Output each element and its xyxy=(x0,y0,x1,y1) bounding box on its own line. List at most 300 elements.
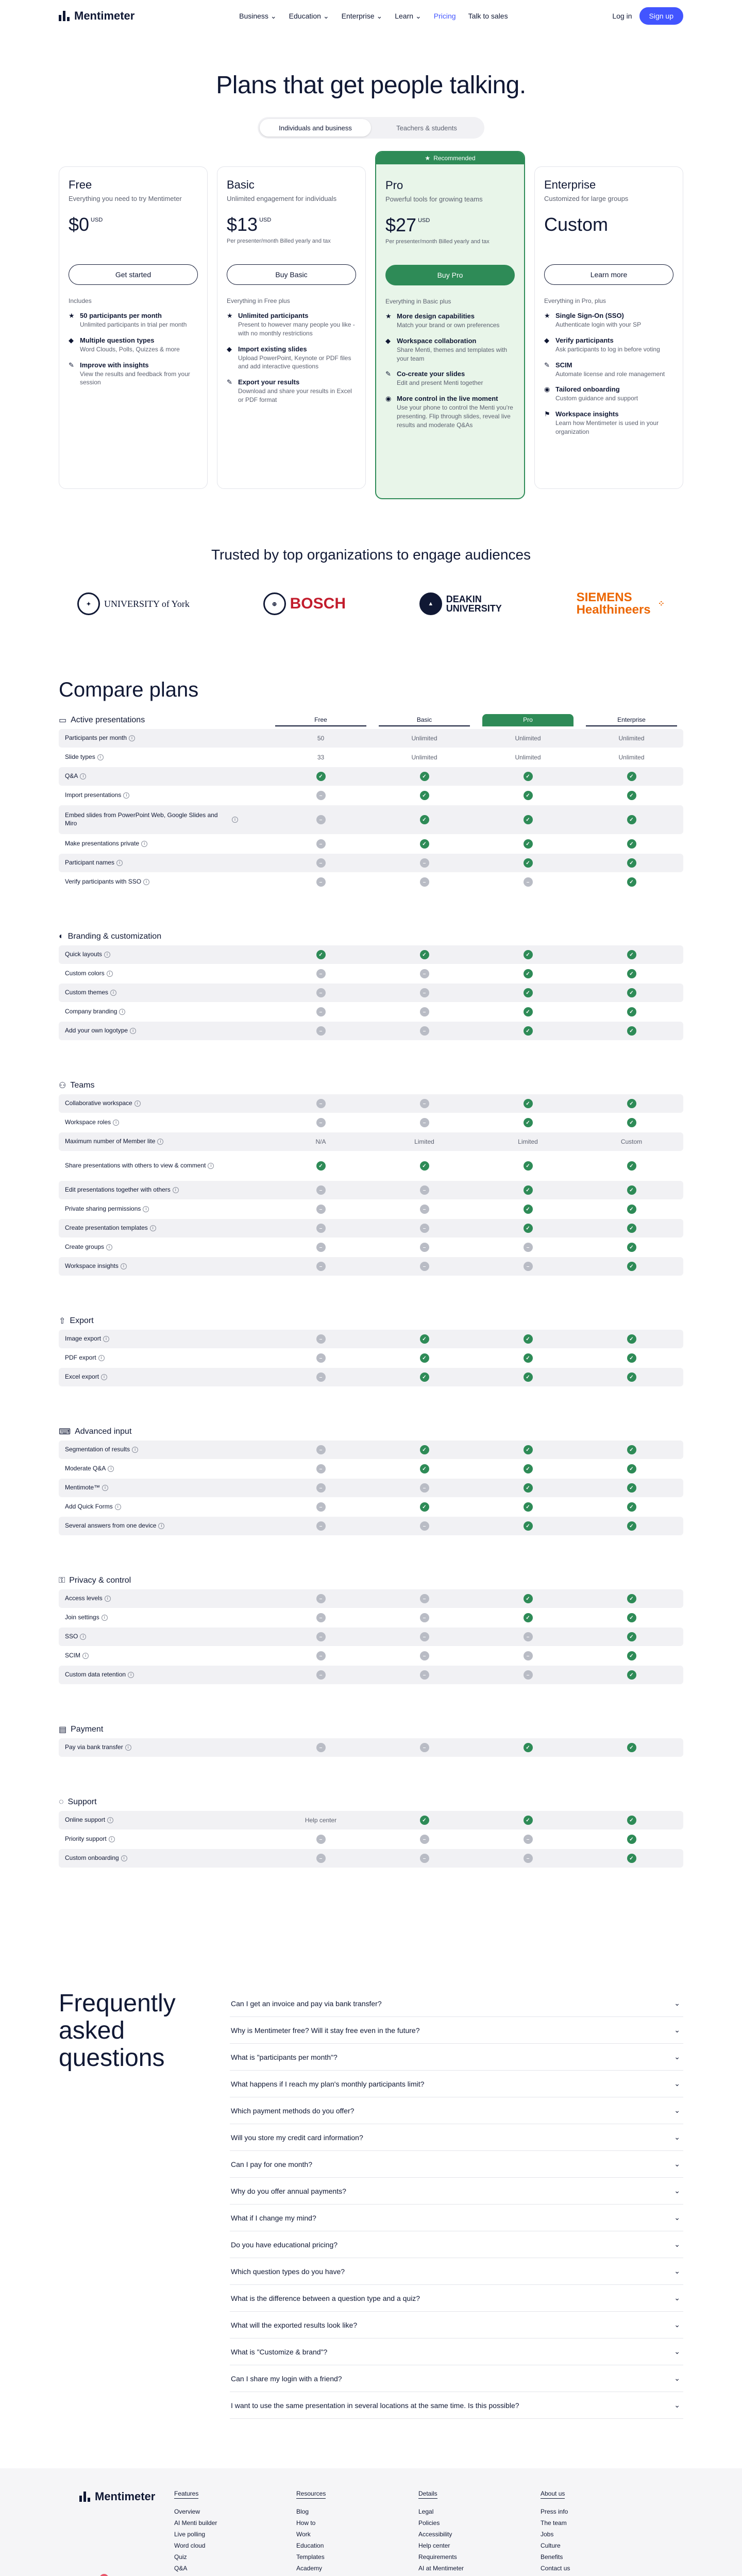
table-cell xyxy=(373,1224,476,1233)
footer-link[interactable]: Templates xyxy=(296,2553,325,2561)
minus-icon: – xyxy=(316,1743,326,1752)
price-amount: Custom xyxy=(544,214,609,235)
chevron-down-icon: ⌄ xyxy=(674,2106,680,2114)
nav-enterprise[interactable]: Enterprise ⌄ xyxy=(341,11,383,20)
minus-icon: – xyxy=(420,1632,429,1641)
feature-description: Present to however many people you like - with no monthly restrictions xyxy=(238,321,355,337)
footer-link[interactable]: Work xyxy=(296,2531,311,2538)
top-nav xyxy=(0,0,742,32)
table-cell xyxy=(269,1502,373,1512)
table-cell xyxy=(580,839,683,849)
table-row xyxy=(59,1151,683,1180)
footer-link[interactable]: Overview xyxy=(174,2508,200,2515)
footer-link[interactable]: Accessibility xyxy=(418,2531,452,2538)
feature-text xyxy=(397,312,499,330)
info-icon[interactable]: i xyxy=(107,971,113,977)
footer-link[interactable]: Requirements xyxy=(418,2553,457,2561)
check-icon: ✓ xyxy=(524,1464,533,1473)
check-icon: ✓ xyxy=(420,950,429,959)
table-cell xyxy=(269,1445,373,1454)
logo-bosch: ⊕ BOSCH xyxy=(263,592,346,615)
nav-education[interactable]: Education ⌄ xyxy=(289,11,329,20)
section-title-text: Payment xyxy=(71,1725,104,1734)
check-icon: ✓ xyxy=(627,1632,636,1641)
footer-link[interactable]: Live polling xyxy=(174,2531,206,2538)
info-icon[interactable]: i xyxy=(80,773,86,779)
check-icon: ✓ xyxy=(524,858,533,868)
feature-name xyxy=(59,1008,269,1016)
info-icon[interactable]: i xyxy=(119,1009,125,1015)
info-icon[interactable]: i xyxy=(102,1615,108,1621)
footer-link[interactable]: Contact us xyxy=(541,2565,570,2572)
faq-question: What is "Customize & brand"? xyxy=(231,2347,328,2356)
check-icon: ✓ xyxy=(420,815,429,824)
info-icon[interactable]: i xyxy=(134,1100,141,1107)
table-cell xyxy=(476,1007,580,1016)
feature-text xyxy=(555,312,641,329)
price-currency: USD xyxy=(91,217,103,223)
check-icon: ✓ xyxy=(627,1854,636,1863)
table-cell xyxy=(373,1007,476,1016)
footer-link[interactable]: The team xyxy=(541,2519,567,2527)
info-icon[interactable]: i xyxy=(98,1355,105,1361)
minus-icon: – xyxy=(316,1670,326,1680)
feature-name-text: Access levels xyxy=(65,1595,103,1602)
feature-description: Learn how Mentimeter is used in your organization xyxy=(555,419,659,435)
table-cell xyxy=(580,1502,683,1512)
minus-icon: – xyxy=(316,1502,326,1512)
feature-description: Use your phone to control the Menti you're presenting. Flip through slides, reveal live results and moderate Q&As xyxy=(397,404,513,429)
minus-icon: – xyxy=(524,1651,533,1660)
table-row xyxy=(59,1589,683,1608)
table-row xyxy=(59,1811,683,1829)
feature-name xyxy=(59,859,269,867)
table-cell xyxy=(373,1835,476,1844)
info-icon[interactable]: i xyxy=(106,1244,112,1250)
minus-icon: – xyxy=(316,1854,326,1863)
table-cell xyxy=(580,877,683,887)
table-cell xyxy=(580,1205,683,1214)
section-title xyxy=(59,1077,683,1094)
faq-item[interactable] xyxy=(230,2205,683,2231)
footer-logo[interactable]: Mentimeter xyxy=(79,2490,174,2503)
feature-name-text: Participant names xyxy=(65,859,115,867)
check-icon: ✓ xyxy=(627,1099,636,1108)
info-icon[interactable]: i xyxy=(115,1504,121,1510)
feature-icon: ◆ xyxy=(227,345,232,353)
logo-siemens-healthineers: SIEMENS Healthineers ⁘ xyxy=(576,590,665,617)
check-icon: ✓ xyxy=(524,1594,533,1603)
feature-name-text: Add Quick Forms xyxy=(65,1503,113,1511)
plan-cta-button[interactable]: Buy Pro xyxy=(385,265,515,285)
check-icon: ✓ xyxy=(420,772,429,781)
chevron-down-icon: ⌄ xyxy=(674,2320,680,2329)
nav-pricing[interactable]: Pricing xyxy=(433,12,456,20)
table-cell xyxy=(373,1445,476,1454)
footer-link[interactable]: Academy xyxy=(296,2565,323,2572)
info-icon[interactable]: i xyxy=(150,1225,156,1231)
table-cell xyxy=(373,950,476,959)
table-cell xyxy=(580,772,683,781)
table-cell xyxy=(580,988,683,997)
crest-icon: ✦ xyxy=(77,592,100,615)
table-row xyxy=(59,1219,683,1238)
table-cell xyxy=(373,1521,476,1531)
feature-name xyxy=(59,970,269,978)
table-cell xyxy=(476,1483,580,1493)
column-tab[interactable]: Enterprise xyxy=(586,714,677,726)
nav-business[interactable]: Business ⌄ xyxy=(239,11,277,20)
footer-link[interactable]: Education xyxy=(296,2542,324,2549)
check-icon: ✓ xyxy=(524,1185,533,1195)
info-icon[interactable]: i xyxy=(116,860,123,866)
info-icon[interactable]: i xyxy=(113,1120,119,1126)
feature-name-text: Online support xyxy=(65,1816,106,1824)
plan-cta-button[interactable]: Buy Basic xyxy=(227,264,356,285)
table-cell xyxy=(476,1353,580,1363)
info-icon[interactable]: i xyxy=(141,841,147,847)
check-icon: ✓ xyxy=(627,1445,636,1454)
table-cell xyxy=(580,1521,683,1531)
info-icon[interactable]: i xyxy=(132,1447,138,1453)
check-icon: ✓ xyxy=(524,1026,533,1036)
info-icon[interactable]: i xyxy=(121,1855,127,1861)
info-icon[interactable]: i xyxy=(123,792,129,799)
check-icon: ✓ xyxy=(627,1743,636,1752)
feature-icon: ✎ xyxy=(69,361,74,369)
table-cell xyxy=(580,1026,683,1036)
footer-column-title: Features xyxy=(174,2490,198,2499)
table-cell xyxy=(269,1372,373,1382)
feature-description: Automate license and role management xyxy=(555,370,665,378)
includes-label: Everything in Basic plus xyxy=(385,298,451,305)
table-row xyxy=(59,1094,683,1113)
footer-link[interactable]: Blog xyxy=(296,2508,309,2515)
footer-column-title: About us xyxy=(541,2490,565,2499)
table-cell xyxy=(269,1464,373,1473)
check-icon: ✓ xyxy=(420,1334,429,1344)
table-row xyxy=(59,748,683,767)
table-cell xyxy=(373,988,476,997)
feature-name xyxy=(59,1595,269,1603)
check-icon: ✓ xyxy=(316,772,326,781)
customer-logos xyxy=(77,586,665,622)
table-cell xyxy=(373,1651,476,1660)
info-icon[interactable]: i xyxy=(102,1485,108,1491)
table-cell xyxy=(269,1099,373,1108)
feature-name-text: Mentimote™ xyxy=(65,1484,100,1492)
nav-talk-to-sales[interactable]: Talk to sales xyxy=(468,12,508,20)
section-title-text: Support xyxy=(68,1798,97,1806)
faq-item[interactable] xyxy=(230,2338,683,2365)
plan-feature xyxy=(69,361,198,387)
table-cell xyxy=(580,1353,683,1363)
plan-feature xyxy=(385,312,515,330)
table-cell xyxy=(373,1816,476,1825)
minus-icon: – xyxy=(316,877,326,887)
chevron-down-icon: ⌄ xyxy=(674,2213,680,2222)
table-cell xyxy=(580,1007,683,1016)
toggle-individuals[interactable]: Individuals and business xyxy=(260,119,371,137)
table-cell xyxy=(580,1854,683,1863)
feature-title: Unlimited participants xyxy=(238,312,309,319)
faq-item[interactable] xyxy=(230,2071,683,2097)
table-cell xyxy=(269,1670,373,1680)
faq-item[interactable] xyxy=(230,2097,683,2124)
dots-icon: ⁘ xyxy=(657,600,665,608)
table-cell xyxy=(373,735,476,742)
minus-icon: – xyxy=(420,1118,429,1127)
feature-description: Ask participants to log in before voting xyxy=(555,345,660,353)
cell-value: Unlimited xyxy=(411,735,437,742)
table-cell xyxy=(476,950,580,959)
feature-title: Verify participants xyxy=(555,336,614,344)
price-amount: $27 xyxy=(385,214,417,235)
table-cell xyxy=(476,858,580,868)
faq-question: Can I get an invoice and pay via bank transfer? xyxy=(231,1999,382,2008)
cell-value: Limited xyxy=(518,1138,538,1145)
info-icon[interactable]: i xyxy=(129,735,135,741)
feature-name xyxy=(59,1224,269,1232)
check-icon: ✓ xyxy=(524,1334,533,1344)
table-row xyxy=(59,1022,683,1040)
plan-cta-button[interactable]: Get started xyxy=(69,264,198,285)
faq-item[interactable] xyxy=(230,2231,683,2258)
section-title xyxy=(59,1721,683,1738)
check-icon: ✓ xyxy=(627,1243,636,1252)
footer-link[interactable]: Benefits xyxy=(541,2553,563,2561)
footer-link[interactable]: Legal xyxy=(418,2508,434,2515)
info-icon[interactable]: i xyxy=(110,990,116,996)
faq-item[interactable] xyxy=(230,2017,683,2044)
feature-name-text: Custom colors xyxy=(65,970,105,977)
feature-name xyxy=(59,1835,269,1843)
footer-link[interactable]: Policies xyxy=(418,2519,440,2527)
info-icon[interactable]: i xyxy=(173,1187,179,1193)
footer-link[interactable]: Word cloud xyxy=(174,2542,206,2549)
minus-icon: – xyxy=(316,969,326,978)
feature-icon: ★ xyxy=(69,312,75,319)
minus-icon: – xyxy=(420,1835,429,1844)
table-row xyxy=(59,1628,683,1646)
table-cell xyxy=(580,1118,683,1127)
feature-title: Improve with insights xyxy=(80,361,149,369)
feature-text xyxy=(555,361,665,379)
footer-link[interactable]: Jobs xyxy=(541,2531,554,2538)
cell-value: Unlimited xyxy=(515,754,541,761)
table-row xyxy=(59,1238,683,1257)
footer-column-resources xyxy=(296,2490,418,2576)
plan-price xyxy=(227,214,356,235)
feature-text xyxy=(555,336,660,354)
feature-text xyxy=(397,395,515,429)
info-icon[interactable]: i xyxy=(105,1596,111,1602)
section-title xyxy=(59,1794,683,1810)
footer-link[interactable]: AI at Mentimeter xyxy=(418,2565,464,2572)
recommended-badge xyxy=(376,152,524,164)
toggle-teachers[interactable]: Teachers & students xyxy=(396,124,457,132)
feature-title: Multiple question types xyxy=(80,336,155,344)
nav-actions xyxy=(612,7,683,25)
minus-icon: – xyxy=(420,1670,429,1680)
table-cell xyxy=(580,1243,683,1252)
feature-text xyxy=(238,378,356,404)
footer-link[interactable]: Quiz xyxy=(174,2553,187,2561)
nav-learn[interactable]: Learn ⌄ xyxy=(395,11,421,20)
faq-item[interactable] xyxy=(230,2365,683,2392)
signup-button[interactable]: Sign up xyxy=(639,7,683,25)
price-note: Per presenter/month Billed yearly and tax xyxy=(227,238,331,244)
feature-name xyxy=(59,1262,269,1270)
check-icon: ✓ xyxy=(627,839,636,849)
footer-link[interactable]: Press info xyxy=(541,2508,568,2515)
faq-item[interactable] xyxy=(230,1990,683,2017)
faq-item[interactable] xyxy=(230,2151,683,2178)
table-cell xyxy=(476,1118,580,1127)
feature-name xyxy=(59,1243,269,1251)
price-amount: $13 xyxy=(227,214,258,235)
column-tab[interactable]: Free xyxy=(275,714,366,726)
table-cell xyxy=(580,1138,683,1145)
plan-card-free xyxy=(59,166,208,489)
table-cell xyxy=(476,1651,580,1660)
table-cell xyxy=(269,1483,373,1493)
info-icon[interactable]: i xyxy=(232,817,238,823)
info-icon[interactable]: i xyxy=(128,1672,134,1678)
table-cell xyxy=(476,1445,580,1454)
plan-feature xyxy=(69,336,198,354)
table-row xyxy=(59,1181,683,1199)
table-cell xyxy=(476,1613,580,1622)
footer-column-features xyxy=(174,2490,296,2576)
faq-item[interactable] xyxy=(230,2044,683,2071)
check-icon: ✓ xyxy=(627,1613,636,1622)
faq-item[interactable] xyxy=(230,2178,683,2205)
info-icon[interactable]: i xyxy=(208,1163,214,1169)
info-icon[interactable]: i xyxy=(101,1374,107,1380)
section-title xyxy=(59,1313,683,1329)
table-cell xyxy=(269,1594,373,1603)
footer-link[interactable]: Culture xyxy=(541,2542,561,2549)
info-icon[interactable]: i xyxy=(108,1466,114,1472)
footer-link[interactable]: AI Menti builder xyxy=(174,2519,217,2527)
check-icon: ✓ xyxy=(420,839,429,849)
table-cell xyxy=(269,1138,373,1145)
feature-text xyxy=(80,312,187,329)
table-cell xyxy=(269,1613,373,1622)
feature-name xyxy=(59,1816,269,1824)
faq-list xyxy=(230,1990,683,2419)
feature-name xyxy=(59,791,269,800)
column-tab[interactable]: Pro xyxy=(482,714,574,726)
footer-link[interactable]: Q&A xyxy=(174,2565,188,2572)
table-cell xyxy=(373,1854,476,1863)
minus-icon: – xyxy=(420,1521,429,1531)
info-icon[interactable]: i xyxy=(158,1523,164,1529)
section-title xyxy=(59,1572,683,1589)
table-cell xyxy=(373,1185,476,1195)
brand-logo[interactable]: Mentimeter xyxy=(59,9,134,23)
faq-section xyxy=(59,1990,683,2419)
check-icon: ✓ xyxy=(627,1372,636,1382)
feature-description: Edit and present Menti together xyxy=(397,379,483,387)
info-icon[interactable]: i xyxy=(104,952,110,958)
star-icon: ★ xyxy=(425,155,431,162)
info-icon[interactable]: i xyxy=(80,1634,86,1640)
feature-name-text: Priority support xyxy=(65,1835,107,1843)
faq-question: What if I change my mind? xyxy=(231,2213,316,2222)
info-icon[interactable]: i xyxy=(143,879,149,885)
info-icon[interactable]: i xyxy=(97,754,104,760)
table-row xyxy=(59,805,683,834)
minus-icon: – xyxy=(316,815,326,824)
table-cell xyxy=(476,1161,580,1171)
minus-icon: – xyxy=(420,1185,429,1195)
column-tab[interactable]: Basic xyxy=(379,714,470,726)
table-cell xyxy=(476,754,580,761)
info-icon[interactable]: i xyxy=(103,1336,109,1342)
feature-description: Match your brand or own preferences xyxy=(397,321,500,329)
chevron-down-icon: ⌄ xyxy=(674,2347,680,2355)
check-icon: ✓ xyxy=(627,1651,636,1660)
table-cell xyxy=(580,1445,683,1454)
feature-name xyxy=(59,753,269,761)
table-cell xyxy=(373,858,476,868)
plan-card-pro xyxy=(375,151,525,499)
table-cell xyxy=(269,1007,373,1016)
info-icon[interactable]: i xyxy=(82,1653,89,1659)
plan-subtitle: Customized for large groups xyxy=(544,195,629,202)
info-icon[interactable]: i xyxy=(130,1028,136,1034)
table-row xyxy=(59,854,683,872)
faq-item[interactable] xyxy=(230,2285,683,2312)
info-icon[interactable]: i xyxy=(107,1817,113,1823)
login-link[interactable]: Log in xyxy=(612,12,632,20)
section-title-text: Advanced input xyxy=(75,1427,132,1436)
chevron-down-icon: ⌄ xyxy=(270,11,277,20)
table-cell xyxy=(373,1464,476,1473)
faq-item[interactable] xyxy=(230,2124,683,2151)
info-icon[interactable]: i xyxy=(125,1744,131,1751)
feature-name xyxy=(59,1335,269,1343)
logo-icon xyxy=(59,11,70,21)
feature-icon: ★ xyxy=(227,312,233,319)
feature-name xyxy=(59,1354,269,1362)
table-row xyxy=(59,1113,683,1132)
info-icon[interactable]: i xyxy=(157,1139,163,1145)
table-cell xyxy=(269,969,373,978)
plan-cta-button[interactable]: Learn more xyxy=(544,264,673,285)
faq-item[interactable] xyxy=(230,2312,683,2338)
footer-link[interactable]: Help center xyxy=(418,2542,450,2549)
faq-item[interactable] xyxy=(230,2258,683,2285)
table-cell xyxy=(580,1632,683,1641)
chevron-down-icon: ⌄ xyxy=(674,2294,680,2302)
feature-name xyxy=(59,878,269,886)
info-icon[interactable]: i xyxy=(109,1836,115,1842)
chevron-down-icon: ⌄ xyxy=(674,2401,680,2409)
info-icon[interactable]: i xyxy=(143,1206,149,1212)
table-cell xyxy=(269,1262,373,1271)
footer-column-title: Details xyxy=(418,2490,437,2499)
faq-item[interactable] xyxy=(230,2392,683,2419)
check-icon: ✓ xyxy=(627,969,636,978)
table-cell xyxy=(476,1854,580,1863)
info-icon[interactable]: i xyxy=(121,1263,127,1269)
check-icon: ✓ xyxy=(524,1007,533,1016)
plan-name: Pro xyxy=(385,179,403,192)
footer-link[interactable]: How to xyxy=(296,2519,316,2527)
